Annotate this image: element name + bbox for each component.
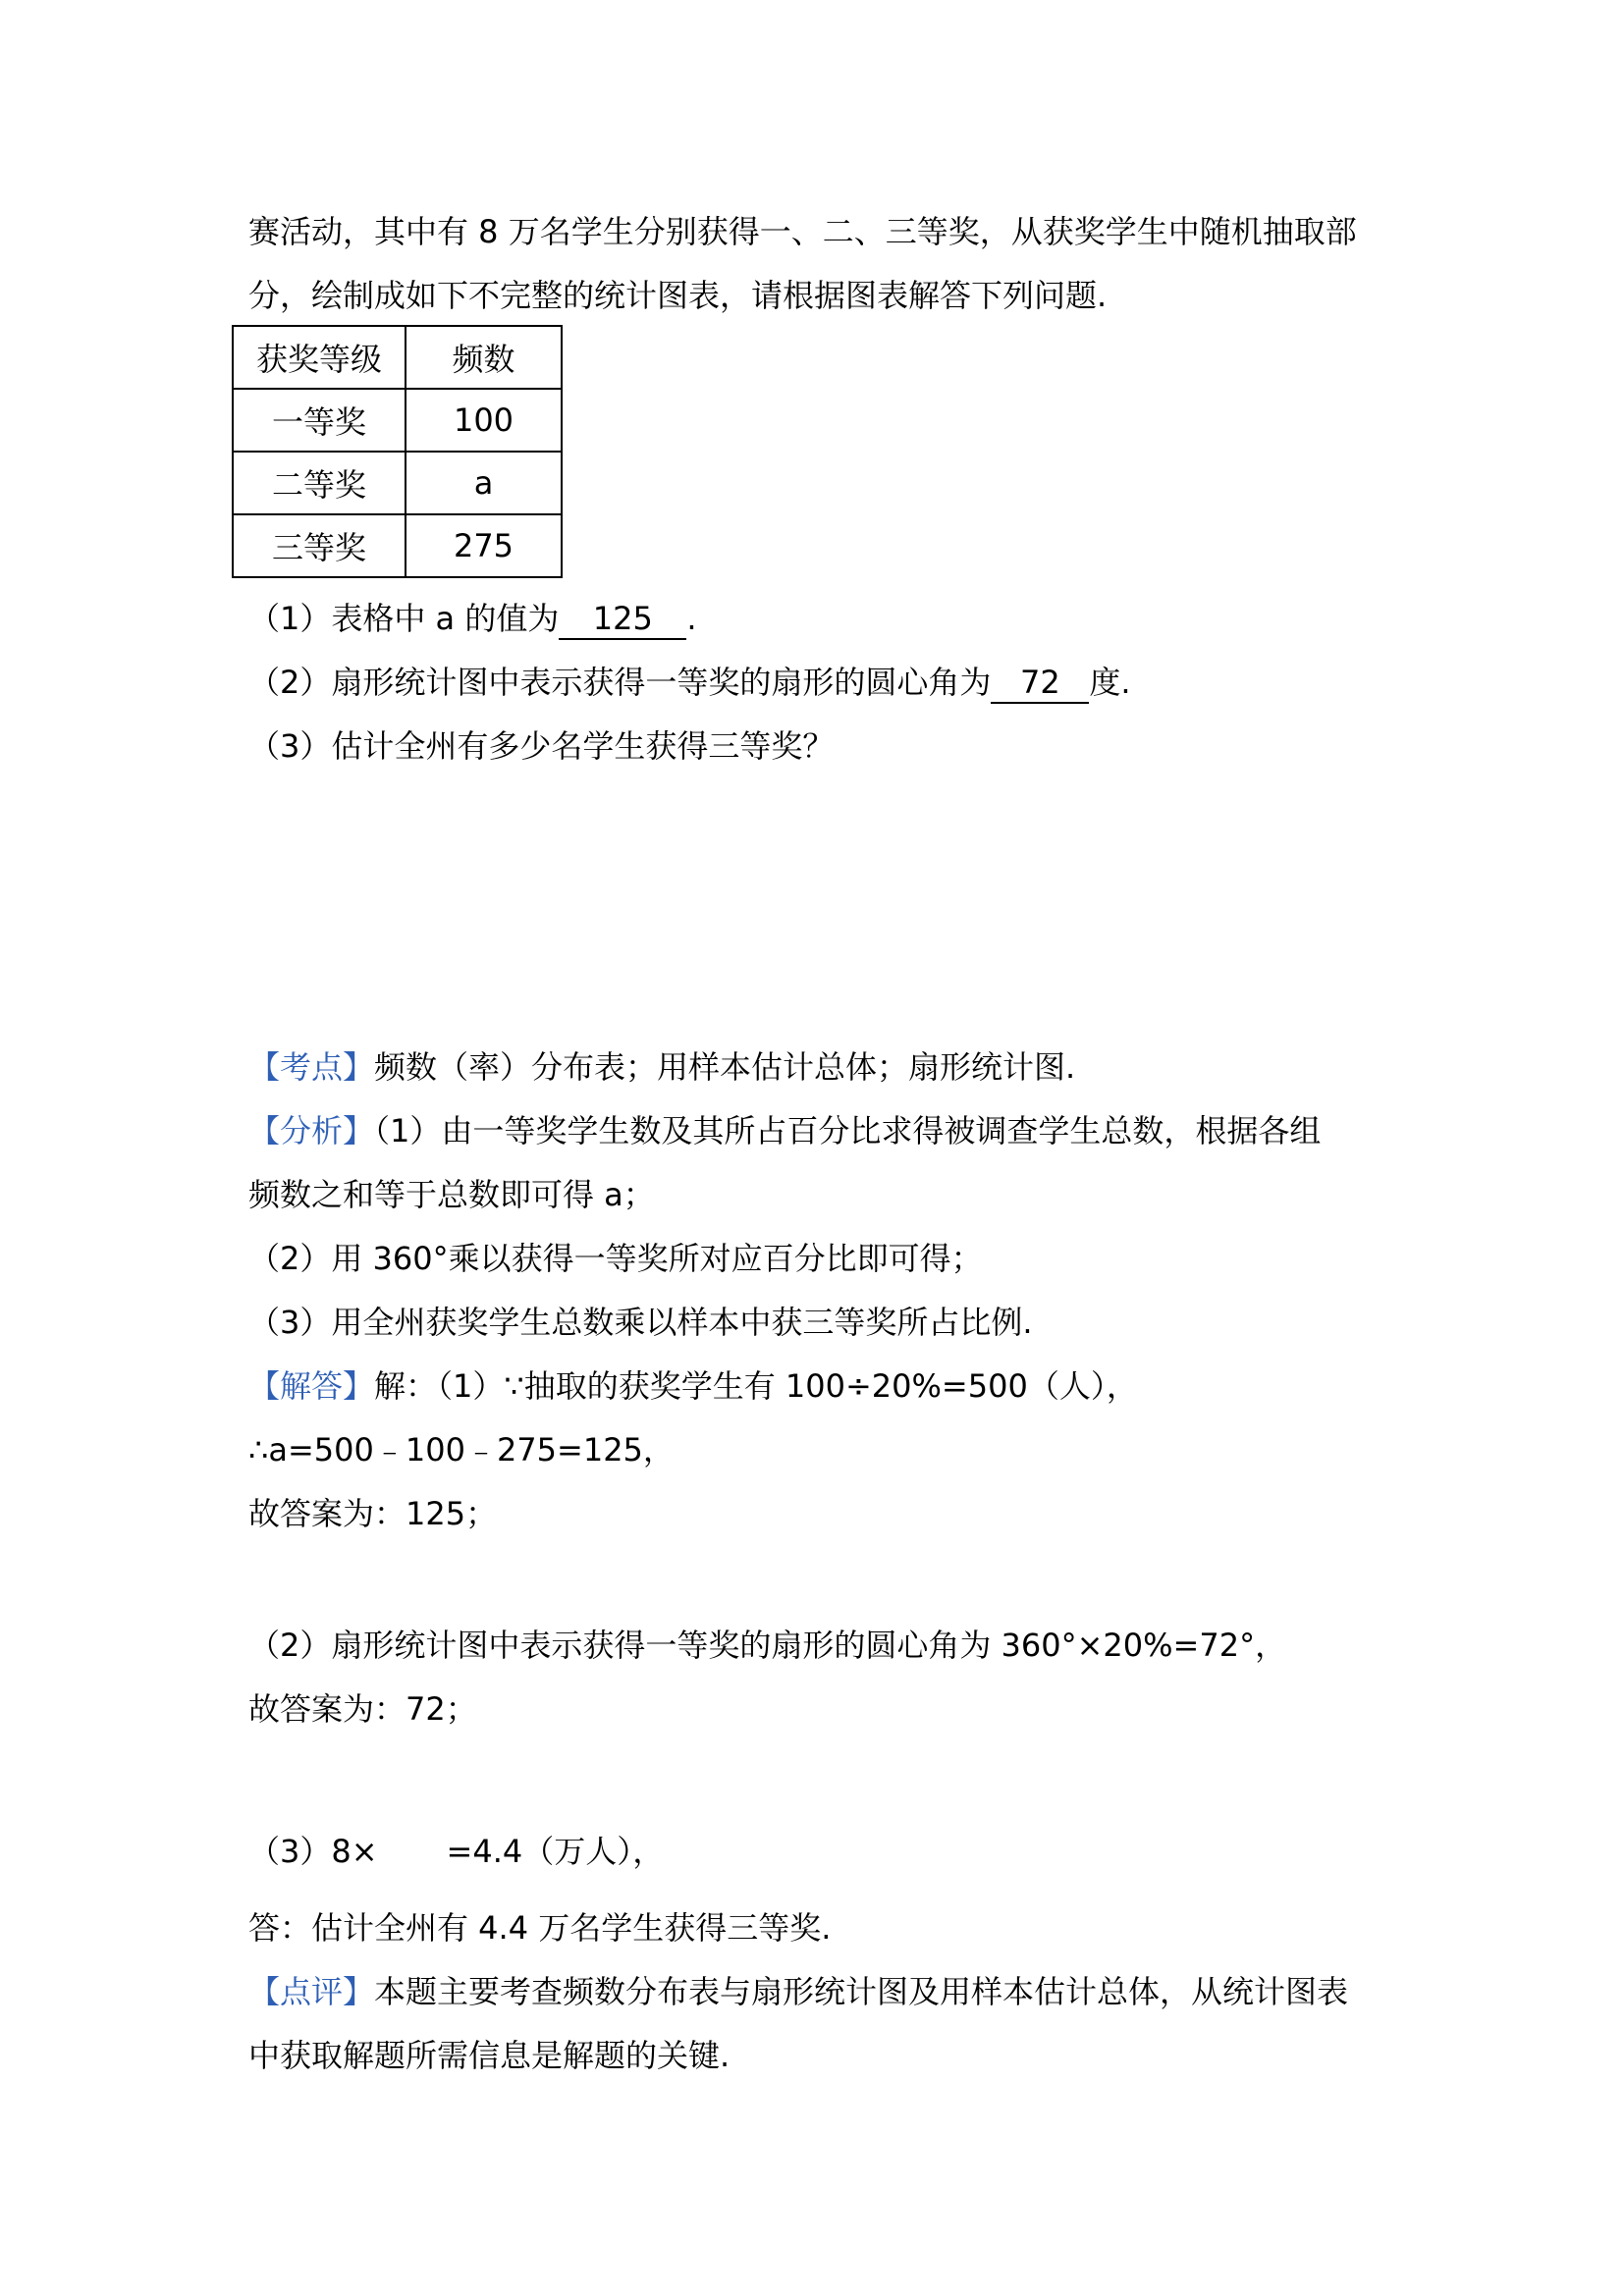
fenxi-line-3: （2）用 360°乘以获得一等奖所对应百分比即可得；	[248, 1240, 983, 1277]
table-row	[233, 514, 562, 577]
row-level: 三等奖	[233, 514, 406, 577]
question-1	[248, 597, 697, 640]
row-level: 二等奖	[233, 452, 406, 514]
row-count: 100	[406, 389, 562, 452]
table-header-row	[233, 326, 562, 389]
dianping-line-1	[248, 1970, 1348, 2013]
intro-line-2: 分，绘制成如下不完整的统计图表，请根据图表解答下列问题.	[248, 277, 1108, 314]
dianping-line-2: 中获取解题所需信息是解题的关键.	[248, 2037, 731, 2074]
jieda-text-1: 解：（1）∵抽取的获奖学生有 100÷20%=500（人），	[374, 1367, 1138, 1405]
question-1-prefix: （1）表格中 a 的值为	[248, 600, 560, 637]
dianping-label: 【点评】	[248, 1973, 375, 2010]
jieda-label: 【解答】	[248, 1367, 375, 1405]
jieda-line-6-suffix: =4.4（万人），	[446, 1833, 665, 1870]
question-1-answer-blank: 125	[559, 599, 686, 640]
header-award-level: 获奖等级	[233, 326, 406, 389]
award-frequency-table	[232, 325, 563, 578]
jieda-line-3: 故答案为：125；	[248, 1495, 498, 1532]
jieda-line-1	[248, 1364, 1138, 1408]
jieda-line-5: 故答案为：72；	[248, 1690, 477, 1728]
table-row	[233, 389, 562, 452]
kaodian-label: 【考点】	[248, 1048, 375, 1086]
header-frequency: 频数	[406, 326, 562, 389]
question-2-suffix: 度.	[1089, 664, 1131, 701]
intro-line-1: 赛活动，其中有 8 万名学生分别获得一、二、三等奖，从获奖学生中随机抽取部	[248, 213, 1357, 250]
table-row	[233, 452, 562, 514]
kaodian-section	[248, 1045, 1075, 1089]
dianping-text-1: 本题主要考查频数分布表与扇形统计图及用样本估计总体，从统计图表	[374, 1973, 1349, 2010]
question-2-answer-blank: 72	[991, 663, 1089, 704]
jieda-line-6	[248, 1830, 664, 1873]
jieda-line-2: ∴a=500﹣100﹣275=125，	[248, 1431, 675, 1468]
question-2-prefix: （2）扇形统计图中表示获得一等奖的扇形的圆心角为	[248, 664, 992, 701]
jieda-line-6-prefix: （3）8×	[248, 1833, 378, 1870]
question-1-suffix: .	[686, 600, 697, 637]
fenxi-label: 【分析】	[248, 1112, 375, 1149]
fenxi-line-4: （3）用全州获奖学生总数乘以样本中获三等奖所占比例.	[248, 1304, 1033, 1341]
row-count: 275	[406, 514, 562, 577]
jieda-line-7: 答：估计全州有 4.4 万名学生获得三等奖.	[248, 1909, 832, 1947]
fenxi-line-2: 频数之和等于总数即可得 a；	[248, 1176, 655, 1213]
fenxi-text-1: （1）由一等奖学生数及其所占百分比求得被调查学生总数，根据各组	[374, 1112, 1322, 1149]
question-3: （3）估计全州有多少名学生获得三等奖？	[248, 727, 835, 765]
jieda-line-4: （2）扇形统计图中表示获得一等奖的扇形的圆心角为 360°×20%=72°，	[248, 1627, 1287, 1664]
row-count: a	[406, 452, 562, 514]
fenxi-line-1	[248, 1109, 1321, 1152]
kaodian-text: 频数（率）分布表；用样本估计总体；扇形统计图.	[374, 1048, 1076, 1086]
question-2	[248, 661, 1131, 704]
row-level: 一等奖	[233, 389, 406, 452]
